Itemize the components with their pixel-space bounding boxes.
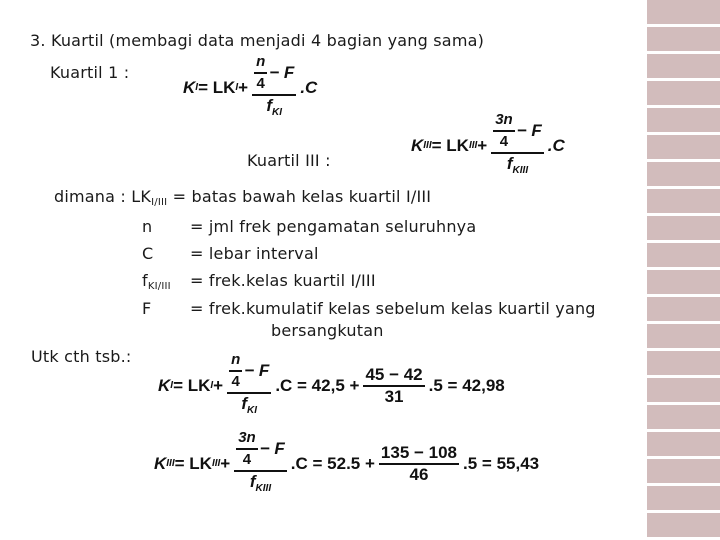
fraction: $\frac{n}{4}$ − F $f_{KI}$ — [252, 52, 296, 123]
section-heading: 3. Kuartil (membagi data menjadi 4 bagian yang sama) — [30, 31, 485, 50]
kuartil-1-label: Kuartil 1 : — [50, 63, 130, 82]
definition-F-desc: = frek.kumulatif kelas sebelum kelas kuartil yang — [190, 299, 596, 318]
definition-f-symbol: fKI/III — [142, 271, 171, 292]
fraction: $\frac{3n}{4}$ − F $f_{KIII}$ — [491, 110, 544, 181]
definition-F-symbol: F — [142, 299, 152, 318]
example-kuartil-1: K I = LK I + $\frac{n}{4}$ − F $f_{KI}$ .C = 42,5 + $\frac{45 - 42}{31}$ .5 = 42,98 — [158, 350, 505, 421]
fraction: $\frac{45 - 42}{31}$ — [365, 364, 423, 406]
definition-F-continuation: bersangkutan — [271, 321, 384, 340]
decorative-divider — [644, 0, 647, 540]
fraction: $\frac{n}{4}$ − F $f_{KI}$ — [227, 350, 271, 421]
definition-n-desc: = jml frek pengamatan seluruhnya — [190, 217, 477, 236]
kuartil-3-label: Kuartil III : — [247, 151, 331, 170]
decorative-stripes — [646, 0, 720, 540]
example-kuartil-3: K III = LK III + $\frac{3n}{4}$ − F $f_{KIII}$ .C = 52.5 + $\frac{135 - 108}{46}$ .5 = 55,43 — [154, 428, 539, 499]
formula-kuartil-1: K I = LK I + $\frac{n}{4}$ − F $f_{KI}$ .C — [183, 52, 317, 123]
formula-kuartil-3: K III = LK III + $\frac{3n}{4}$ − F $f_{KIII}$ .C — [411, 110, 565, 181]
definition-c-desc: = lebar interval — [190, 244, 319, 263]
definition-n-symbol: n — [142, 217, 153, 236]
definition-f-desc: = frek.kelas kuartil I/III — [190, 271, 376, 290]
fraction: $\frac{3n}{4}$ − F $f_{KIII}$ — [234, 428, 287, 499]
definition-lk: dimana : LKI/III = batas bawah kelas kuartil I/III — [54, 187, 432, 208]
example-label: Utk cth tsb.: — [31, 347, 132, 366]
definition-c-symbol: C — [142, 244, 154, 263]
fraction: $\frac{135 - 108}{46}$ — [380, 442, 458, 484]
